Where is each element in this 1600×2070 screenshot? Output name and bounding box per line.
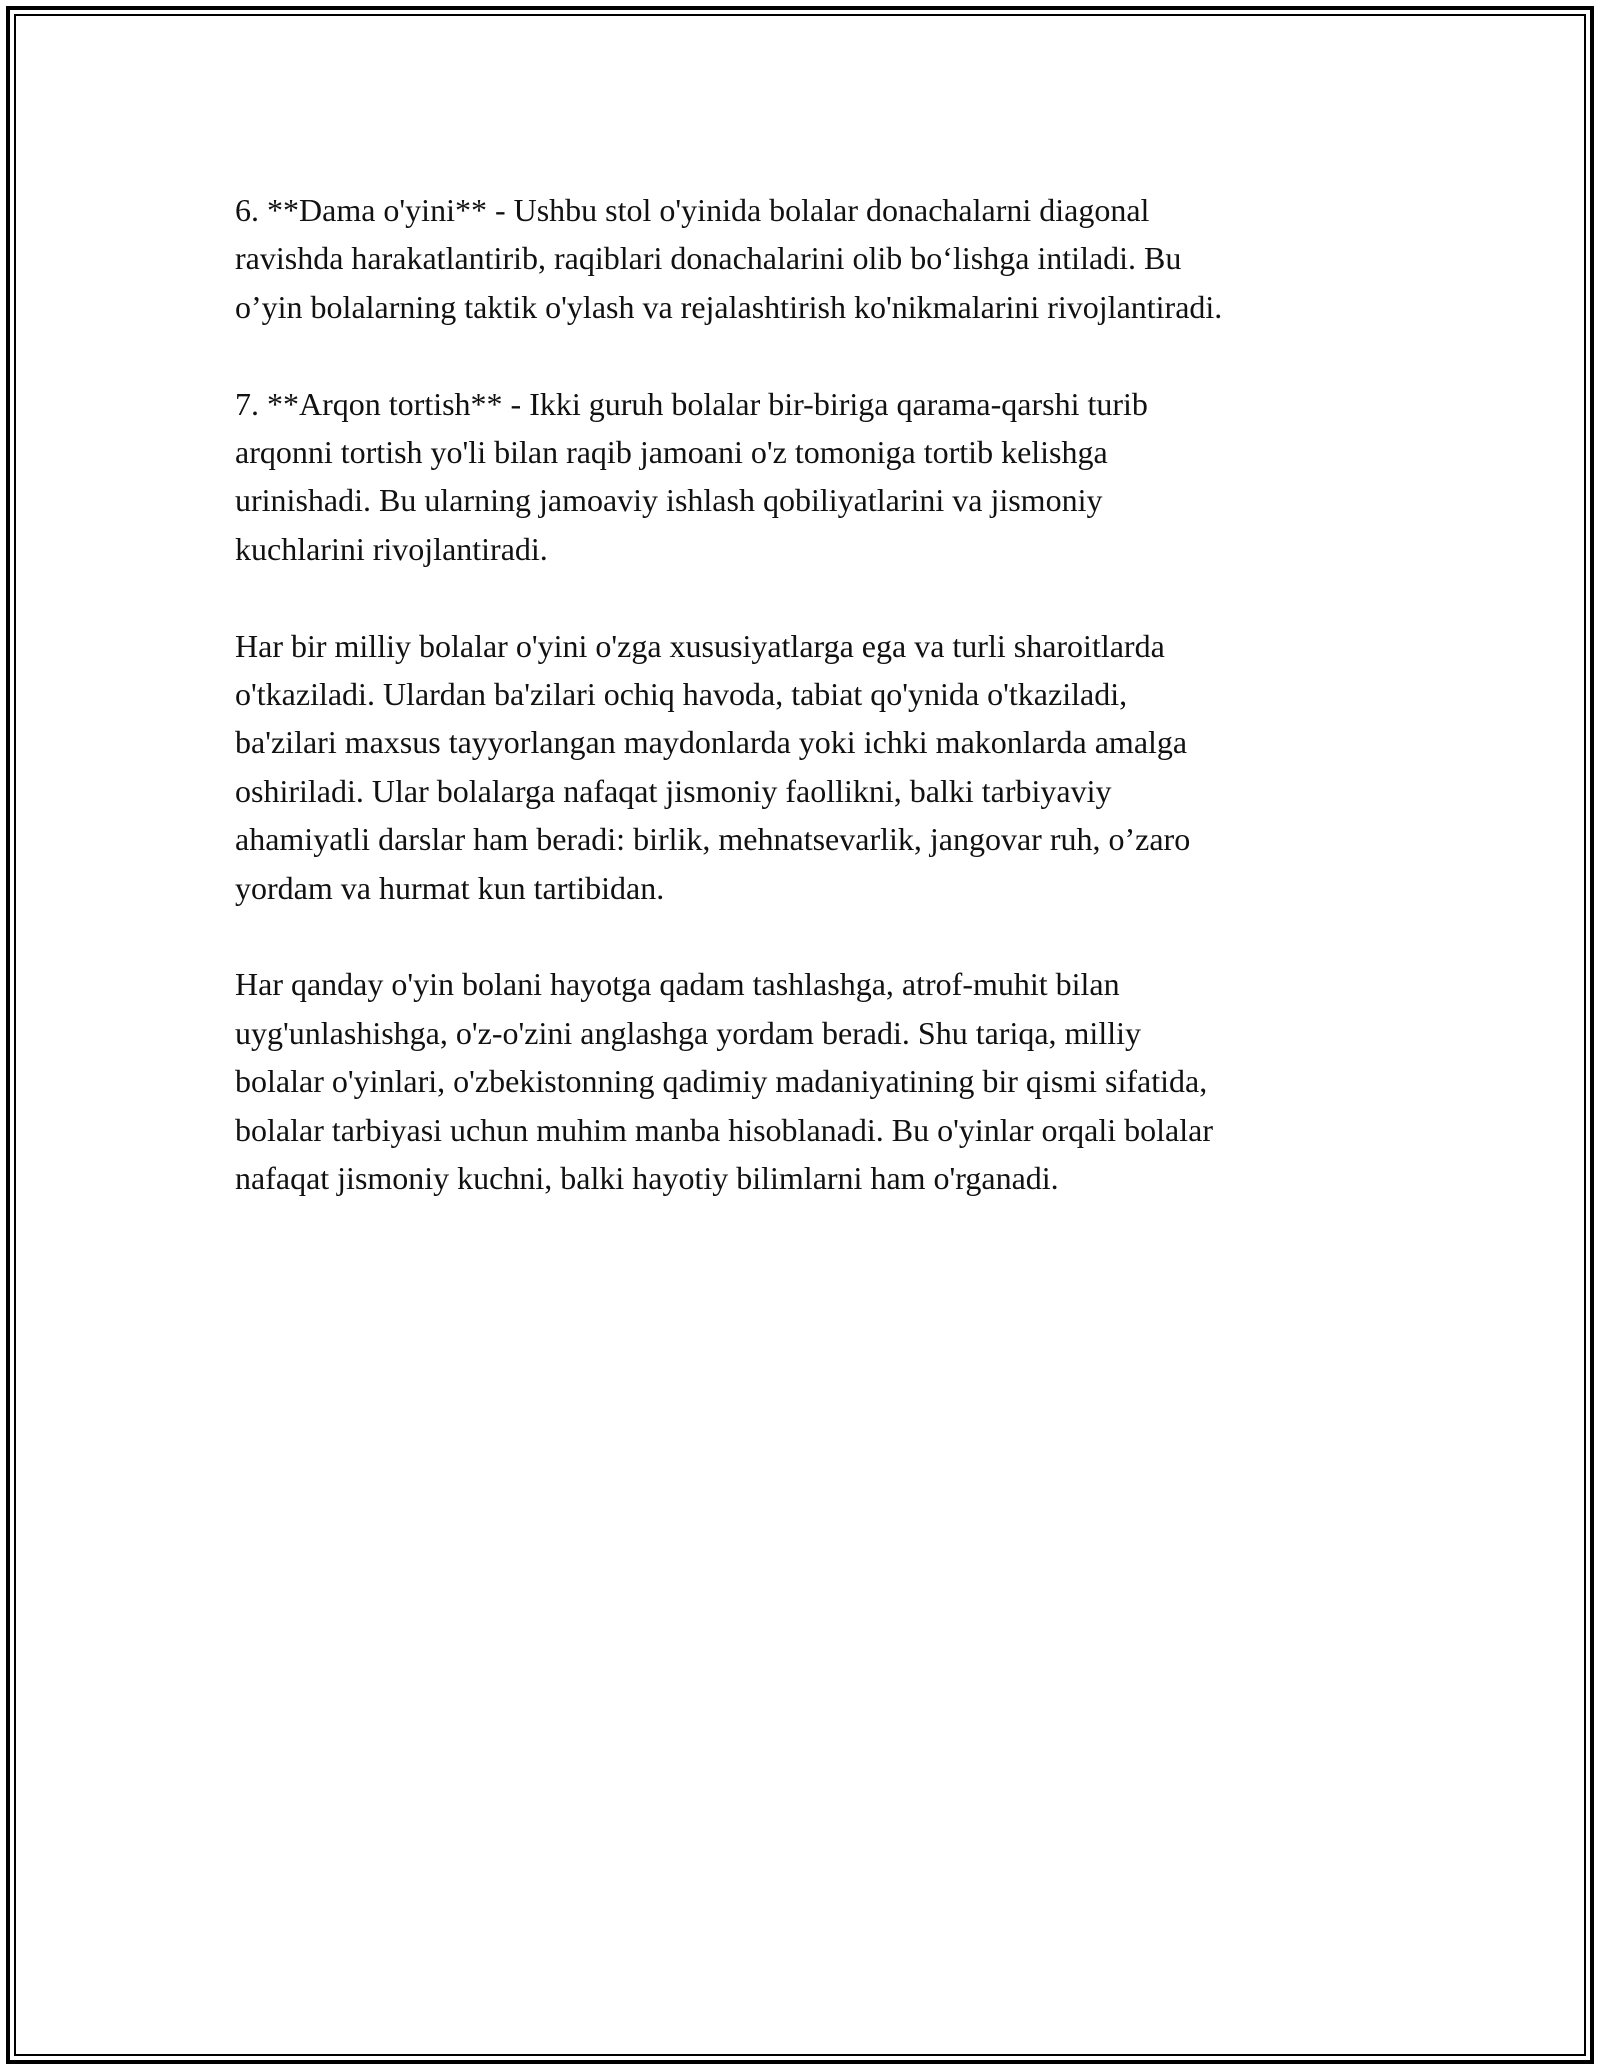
- text-line: ravishda harakatlantirib, raqiblari donachalarini olib bo‘lishga intiladi. Bu: [235, 240, 1182, 277]
- text-line: uyg'unlashishga, o'z-o'zini anglashga yordam beradi. Shu tariqa, milliy: [235, 1014, 1141, 1051]
- text-line: 6. **Dama o'yini** - Ushbu stol o'yinida bolalar donachalarni diagonal: [235, 192, 1150, 228]
- paragraph-dama-oyini: [235, 186, 1385, 331]
- text-line: Har bir milliy bolalar o'yini o'zga xususiyatlarga ega va turli sharoitlarda: [235, 627, 1165, 664]
- paragraph-har-bir: [235, 622, 1385, 912]
- text-line: o’yin bolalarning taktik o'ylash va rejalashtirish ko'nikmalarini rivojlantiradi.: [235, 288, 1223, 325]
- text-line: o'tkaziladi. Ulardan ba'zilari ochiq havoda, tabiat qo'ynida o'tkaziladi,: [235, 676, 1128, 713]
- text-line: ba'zilari maxsus tayyorlangan maydonlarda yoki ichki makonlarda amalga: [235, 724, 1188, 761]
- document-body: [235, 186, 1385, 1251]
- text-line: oshiriladi. Ular bolalarga nafaqat jismoniy faollikni, balki tarbiyaviy: [235, 772, 1112, 809]
- text-line: nafaqat jismoniy kuchni, balki hayotiy bilimlarni ham o'rganadi.: [235, 1160, 1059, 1197]
- paragraph-har-qanday: [235, 960, 1385, 1202]
- text-line: ahamiyatli darslar ham beradi: birlik, mehnatsevarlik, jangovar ruh, o’zaro: [235, 821, 1191, 858]
- text-line: bolalar o'yinlari, o'zbekistonning qadimiy madaniyatining bir qismi sifatida,: [235, 1063, 1208, 1100]
- text-line: Har qanday o'yin bolani hayotga qadam tashlashga, atrof-muhit bilan: [235, 966, 1120, 1003]
- text-line: urinishadi. Bu ularning jamoaviy ishlash qobiliyatlarini va jismoniy: [235, 482, 1103, 519]
- text-line: bolalar tarbiyasi uchun muhim manba hisoblanadi. Bu o'yinlar orqali bolalar: [235, 1111, 1213, 1148]
- text-line: yordam va hurmat kun tartibidan.: [235, 869, 665, 906]
- text-line: arqonni tortish yo'li bilan raqib jamoani o'z tomoniga tortib kelishga: [235, 434, 1108, 471]
- paragraph-arqon-tortish: [235, 380, 1385, 574]
- text-line: 7. **Arqon tortish** - Ikki guruh bolalar bir-biriga qarama-qarshi turib: [235, 385, 1148, 422]
- text-line: kuchlarini rivojlantiradi.: [235, 530, 548, 567]
